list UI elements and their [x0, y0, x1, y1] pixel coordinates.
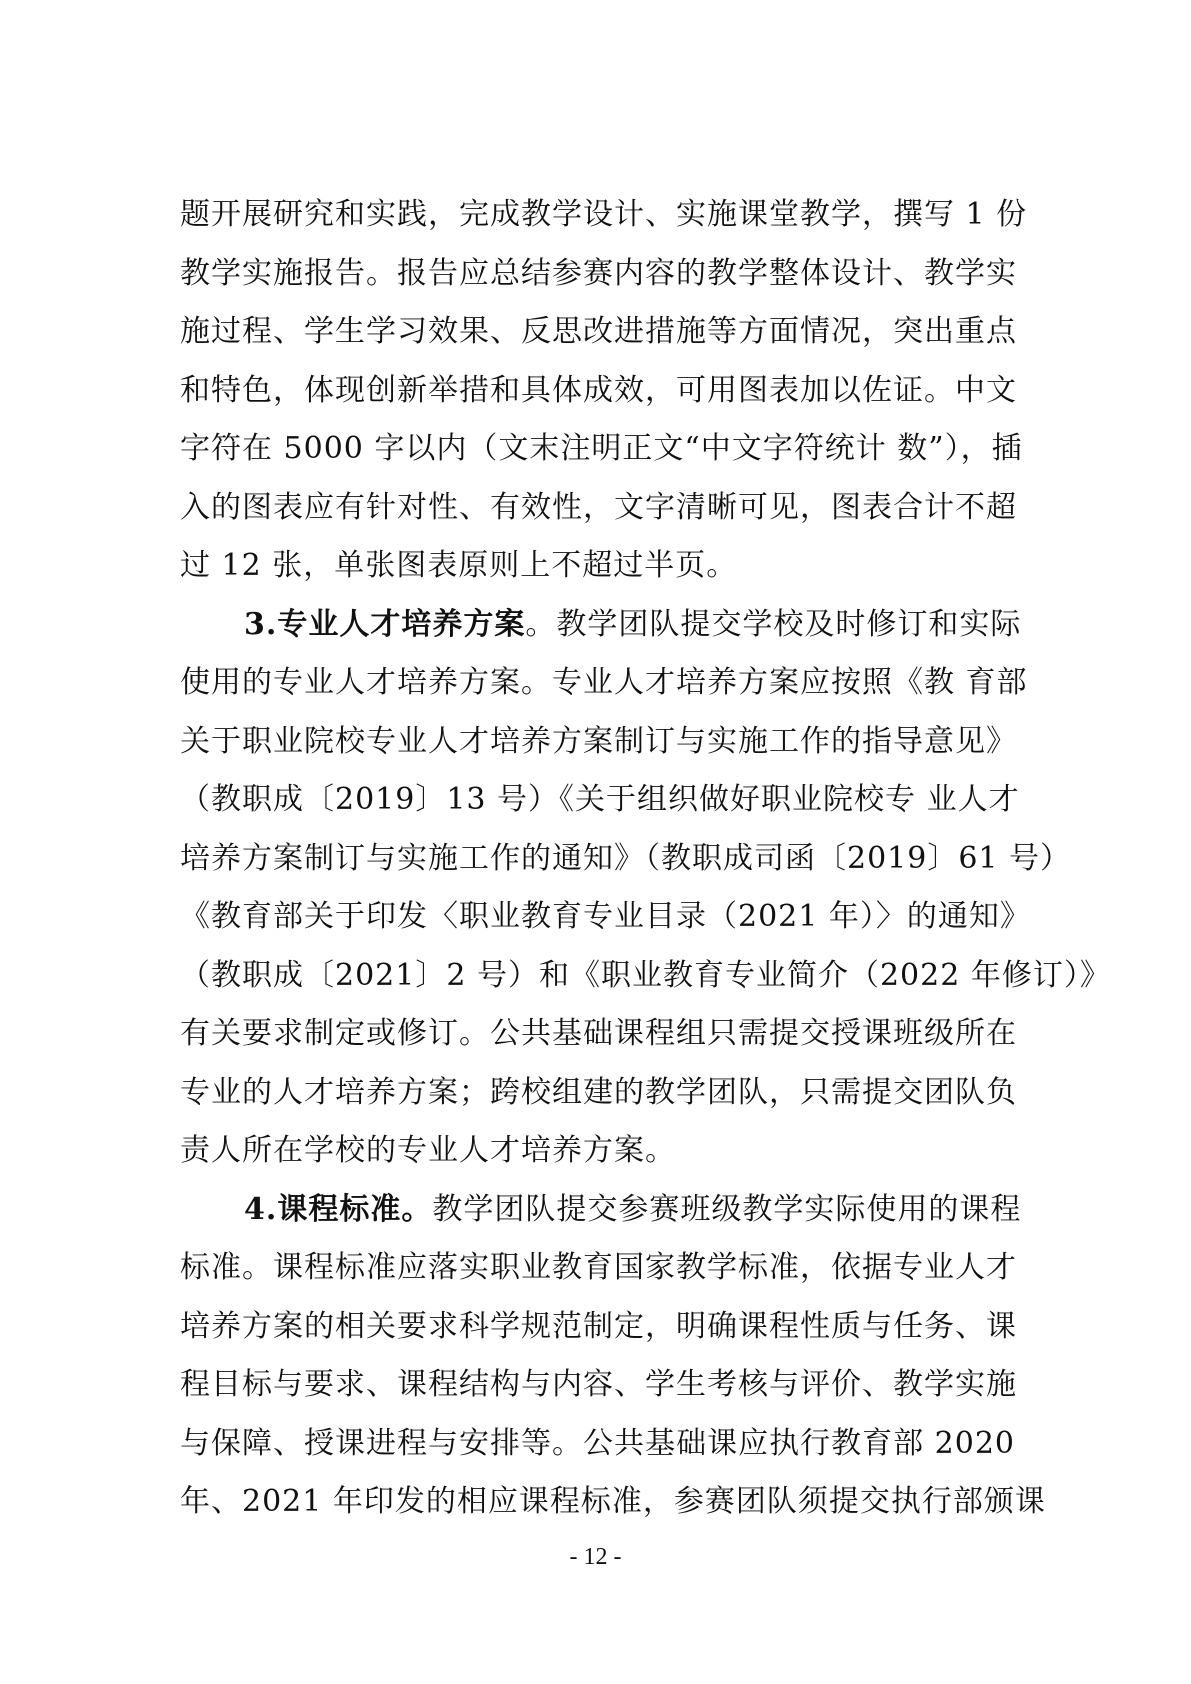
paragraph-line: 施过程、学生学习效果、反思改进措施等方面情况，突出重点 — [180, 314, 1017, 349]
paragraph-line: 使用的专业人才培养方案。专业人才培养方案应按照《教 育部 — [180, 665, 1028, 700]
paragraph-line: 《教育部关于印发〈职业教育专业目录（2021 年）〉的通知》 — [180, 899, 1031, 934]
paragraph-line: 关于职业院校专业人才培养方案制订与实施工作的指导意见》 — [180, 723, 1017, 759]
paragraph-line: 培养方案的相关要求科学规范制定，明确课程性质与任务、课 — [180, 1308, 1017, 1344]
page-number: - 12 - — [569, 1544, 622, 1570]
paragraph-line: 有关要求制定或修订。公共基础课程组只需提交授课班级所在 — [180, 1016, 1017, 1051]
paragraph-line: 标准。课程标准应落实职业教育国家教学标准，依据专业人才 — [180, 1250, 1017, 1285]
paragraph-line: 年、2021 年印发的相应课程标准，参赛团队须提交执行部颁课 — [180, 1484, 1046, 1519]
paragraph-line: 与保障、授课进程与安排等。公共基础课应执行教育部 2020 — [180, 1425, 1015, 1461]
paragraph-line: 专业的人才培养方案；跨校组建的教学团队，只需提交团队负 — [180, 1074, 1017, 1110]
body-text — [180, 186, 1111, 1532]
paragraph-line: 过 12 张，单张图表原则上不超过半页。 — [180, 548, 738, 583]
section-4-first-line — [180, 1181, 1022, 1240]
section-4-first-line-text: 教学团队提交参赛班级教学实际使用的课程 — [432, 1191, 1022, 1227]
section-4-heading: 4.课程标准。 — [244, 1191, 433, 1227]
paragraph-line: 入的图表应有针对性、有效性，文字清晰可见，图表合计不超 — [180, 489, 1017, 525]
paragraph-line: 和特色，体现创新举措和具体成效，可用图表加以佐证。中文 — [180, 372, 1017, 408]
paragraph-line: 培养方案制订与实施工作的通知》（教职成司函〔2019〕61 号） — [180, 840, 1072, 876]
paragraph-line: 教学实施报告。报告应总结参赛内容的教学整体设计、教学实 — [180, 255, 1017, 291]
paragraph-line: 程目标与要求、课程结构与内容、学生考核与评价、教学实施 — [180, 1367, 1017, 1402]
section-3-first-line-text: 。教学团队提交学校及时修订和实际 — [525, 606, 1022, 642]
section-3-first-line — [180, 596, 1022, 655]
paragraph-line: （教职成〔2019〕13 号）《关于组织做好职业院校专 业人才 — [180, 782, 1020, 817]
paragraph-line: 题开展研究和实践，完成教学设计、实施课堂教学，撰写 1 份 — [180, 197, 1028, 232]
paragraph-line: （教职成〔2021〕2 号）和《职业教育专业简介（2022 年修订）》 — [180, 957, 1111, 993]
paragraph-line: 责人所在学校的专业人才培养方案。 — [180, 1133, 676, 1168]
paragraph-line: 字符在 5000 字以内（文末注明正文“中文字符统计 数”），插 — [180, 431, 1023, 466]
section-3-heading: 3.专业人才培养方案 — [244, 606, 526, 642]
